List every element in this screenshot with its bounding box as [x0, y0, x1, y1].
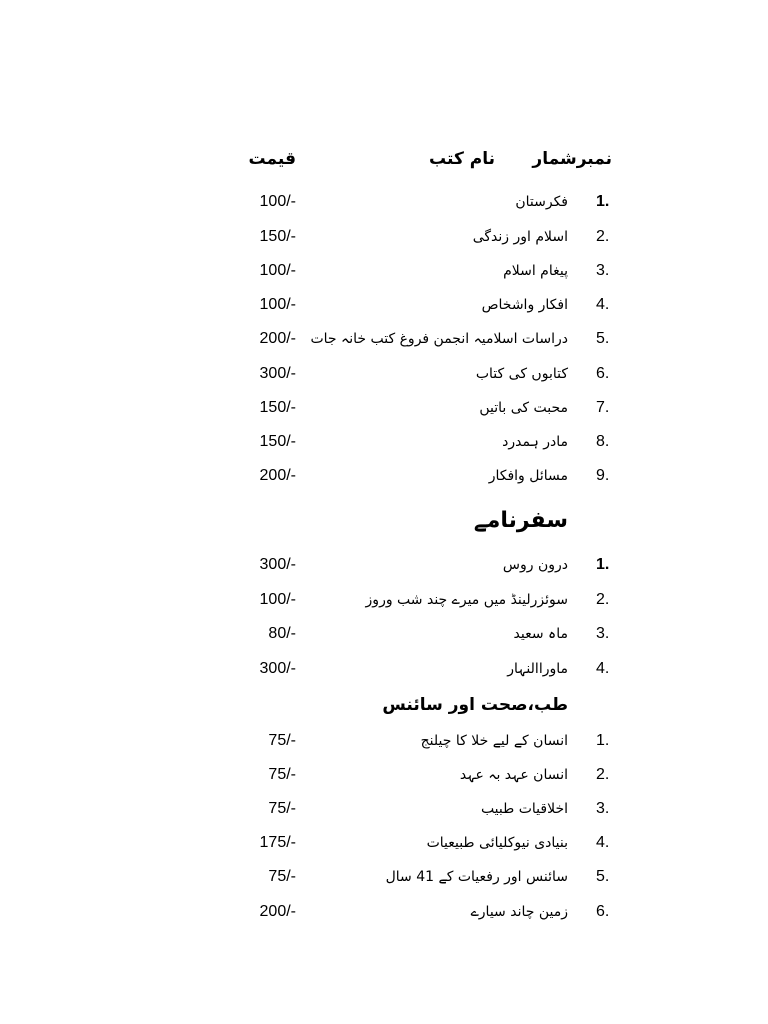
row-number: 6.	[596, 903, 610, 920]
row-number: 5.	[596, 868, 610, 885]
row-number: 2.	[596, 591, 610, 608]
book-title: انسان عہد بہ عہد	[459, 767, 568, 783]
book-row	[0, 190, 768, 214]
book-price: 300/-	[259, 660, 296, 677]
book-price: 100/-	[259, 193, 296, 210]
science-section-heading: طب،صحت اور سائنس	[382, 695, 568, 715]
row-number: 2.	[596, 766, 610, 783]
row-number: 7.	[596, 399, 610, 416]
row-number: 3.	[596, 800, 610, 817]
travel-book-row	[0, 553, 768, 577]
row-number: 4.	[596, 660, 610, 677]
book-title: فکرستان	[515, 194, 568, 210]
book-price: 150/-	[259, 399, 296, 416]
price-header: قیمت	[248, 149, 296, 169]
book-price: 75/-	[268, 868, 296, 885]
book-price: 100/-	[259, 262, 296, 279]
book-price: 150/-	[259, 433, 296, 450]
travel-book-row	[0, 622, 768, 646]
book-price: 150/-	[259, 228, 296, 245]
science-book-row	[0, 831, 768, 855]
book-title: دراسات اسلامیہ انجمن فروغ کتب خانہ جات	[310, 331, 568, 347]
science-book-row	[0, 763, 768, 787]
travel-book-row	[0, 588, 768, 612]
book-title: کتابوں کی کتاب	[475, 366, 568, 382]
book-price: 200/-	[259, 467, 296, 484]
book-row	[0, 464, 768, 488]
book-row	[0, 225, 768, 249]
book-title: سوئزرلینڈ میں میرے چند شب وروز	[365, 592, 568, 608]
book-price: 80/-	[268, 625, 296, 642]
book-row	[0, 362, 768, 386]
travel-book-row	[0, 657, 768, 681]
book-row	[0, 396, 768, 420]
row-number: 3.	[596, 262, 610, 279]
row-number: 8.	[596, 433, 610, 450]
science-book-row	[0, 900, 768, 924]
book-title: محبت کی باتیں	[479, 400, 568, 416]
book-title: انسان کے لیے خلا کا چیلنج	[420, 733, 568, 749]
book-row	[0, 327, 768, 351]
book-title: اخلاقیات طبیب	[480, 801, 568, 817]
row-number: 1.	[596, 556, 610, 573]
book-title: ماہ سعید	[513, 626, 568, 642]
row-number: 6.	[596, 365, 610, 382]
row-number: 4.	[596, 834, 610, 851]
travel-section-heading: سفرنامے	[473, 508, 568, 533]
serial-number-header: نمبرشمار	[532, 149, 612, 169]
science-book-row	[0, 865, 768, 889]
book-price: 300/-	[259, 556, 296, 573]
book-title: افکار واشخاص	[481, 297, 568, 313]
book-price: 75/-	[268, 732, 296, 749]
row-number: 5.	[596, 330, 610, 347]
science-book-row	[0, 729, 768, 753]
book-row	[0, 293, 768, 317]
row-number: 4.	[596, 296, 610, 313]
science-book-row	[0, 797, 768, 821]
row-number: 3.	[596, 625, 610, 642]
book-row	[0, 430, 768, 454]
book-title: اسلام اور زندگی	[472, 229, 568, 245]
book-row	[0, 259, 768, 283]
book-price: 200/-	[259, 330, 296, 347]
book-price: 175/-	[259, 834, 296, 851]
book-title: درون روس	[502, 557, 568, 573]
book-title: مسائل وافکار	[488, 468, 568, 484]
book-price: 75/-	[268, 800, 296, 817]
book-title: سائنس اور رفعیات کے 41 سال	[385, 869, 568, 885]
row-number: 1.	[596, 193, 610, 210]
book-price: 75/-	[268, 766, 296, 783]
book-price: 100/-	[259, 591, 296, 608]
row-number: 1.	[596, 732, 610, 749]
book-price: 100/-	[259, 296, 296, 313]
book-title: مادر ہمدرد	[502, 434, 568, 450]
book-title: ماوراالنہار	[507, 661, 568, 677]
row-number: 9.	[596, 467, 610, 484]
book-price: 300/-	[259, 365, 296, 382]
book-name-header: نام کتب	[429, 149, 495, 169]
book-price: 200/-	[259, 903, 296, 920]
book-title: پیغام اسلام	[503, 263, 568, 279]
book-title: زمین چاند سیارے	[470, 904, 568, 920]
book-title: بنیادی نیوکلیائی طبیعیات	[426, 835, 568, 851]
row-number: 2.	[596, 228, 610, 245]
